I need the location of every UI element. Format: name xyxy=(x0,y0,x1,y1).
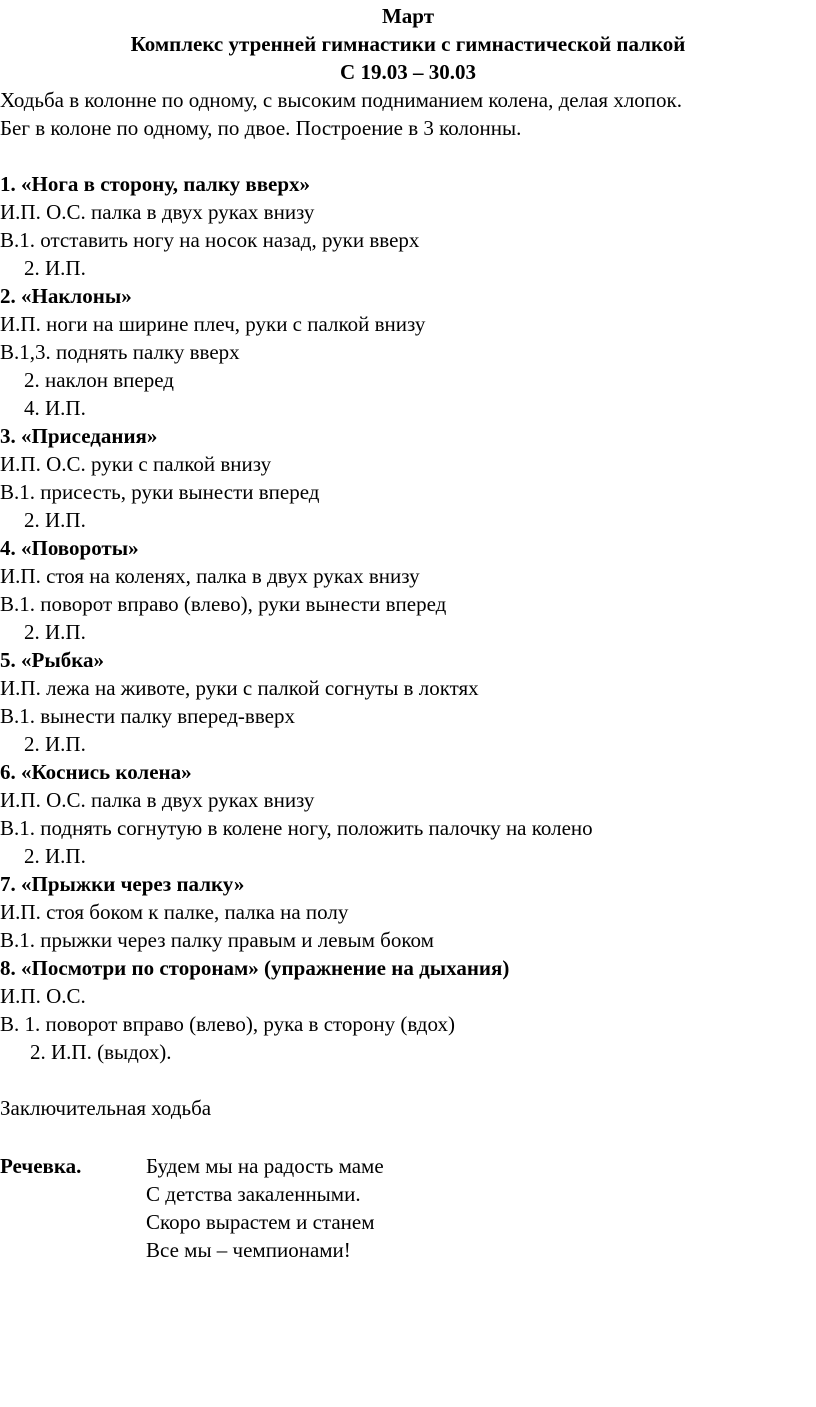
exercise-line: 2. И.П. xyxy=(24,620,86,644)
exercise-line: И.П. О.С. руки с палкой внизу xyxy=(0,452,272,476)
exercise-title: 4. «Повороты» xyxy=(0,536,139,560)
exercise-line: И.П. стоя боком к палке, палка на полу xyxy=(0,900,349,924)
chant-poem xyxy=(146,1152,384,1264)
final-walk: Заключительная ходьба xyxy=(0,1096,212,1120)
chant-line: Все мы – чемпионами! xyxy=(146,1238,351,1262)
intro-line: Ходьба в колонне по одному, с высоким подниманием колена, делая хлопок. xyxy=(0,88,682,112)
exercise-line: В.1. присесть, руки вынести вперед xyxy=(0,480,320,504)
exercise-line: В.1. вынести палку вперед-вверх xyxy=(0,704,295,728)
chant-line: С детства закаленными. xyxy=(146,1182,361,1206)
exercise-line: И.П. лежа на животе, руки с палкой согнуты в локтях xyxy=(0,676,479,700)
exercise-title: 7. «Прыжки через палку» xyxy=(0,872,245,896)
chant-line: Скоро вырастем и станем xyxy=(146,1210,375,1234)
exercise-line: И.П. О.С. палка в двух руках внизу xyxy=(0,788,315,812)
date-range: С 19.03 – 30.03 xyxy=(340,60,476,84)
exercise-line: И.П. ноги на ширине плеч, руки с палкой внизу xyxy=(0,312,426,336)
exercise-title: 6. «Коснись колена» xyxy=(0,760,192,784)
exercise-title: 2. «Наклоны» xyxy=(0,284,132,308)
chant-label: Речевка. xyxy=(0,1154,82,1178)
exercise-line: 2. И.П. xyxy=(24,844,86,868)
exercise-line: 2. И.П. xyxy=(24,508,86,532)
exercise-line: И.П. стоя на коленях, палка в двух руках внизу xyxy=(0,564,420,588)
chant-line: Будем мы на радость маме xyxy=(146,1154,384,1178)
exercise-title: 5. «Рыбка» xyxy=(0,648,105,672)
exercise-line: 2. И.П. (выдох). xyxy=(30,1040,172,1064)
exercise-line: В.1. поднять согнутую в колене ногу, положить палочку на колено xyxy=(0,816,593,840)
exercise-title: 3. «Приседания» xyxy=(0,424,158,448)
month-heading: Март xyxy=(381,4,435,28)
exercise-line: В.1,3. поднять палку вверх xyxy=(0,340,240,364)
exercise-line: В.1. поворот вправо (влево), руки вынести вперед xyxy=(0,592,447,616)
exercise-line: И.П. О.С. xyxy=(0,984,86,1008)
document-header xyxy=(0,2,816,86)
exercise-title: 1. «Нога в сторону, палку вверх» xyxy=(0,172,311,196)
exercise-line: 2. И.П. xyxy=(24,256,86,280)
exercise-line: В.1. прыжки через палку правым и левым боком xyxy=(0,928,434,952)
exercise-line: И.П. О.С. палка в двух руках внизу xyxy=(0,200,315,224)
document-title: Комплекс утренней гимнастики с гимнастической палкой xyxy=(130,32,686,56)
exercise-line: В.1. отставить ногу на носок назад, руки вверх xyxy=(0,228,420,252)
exercise-line: 2. наклон вперед xyxy=(24,368,174,392)
exercise-line: 2. И.П. xyxy=(24,732,86,756)
exercise-title: 8. «Посмотри по сторонам» (упражнение на дыхания) xyxy=(0,956,510,980)
exercise-line: В. 1. поворот вправо (влево), рука в сторону (вдох) xyxy=(0,1012,455,1036)
exercise-line: 4. И.П. xyxy=(24,396,86,420)
intro-line: Бег в колоне по одному, по двое. Построение в 3 колонны. xyxy=(0,116,522,140)
